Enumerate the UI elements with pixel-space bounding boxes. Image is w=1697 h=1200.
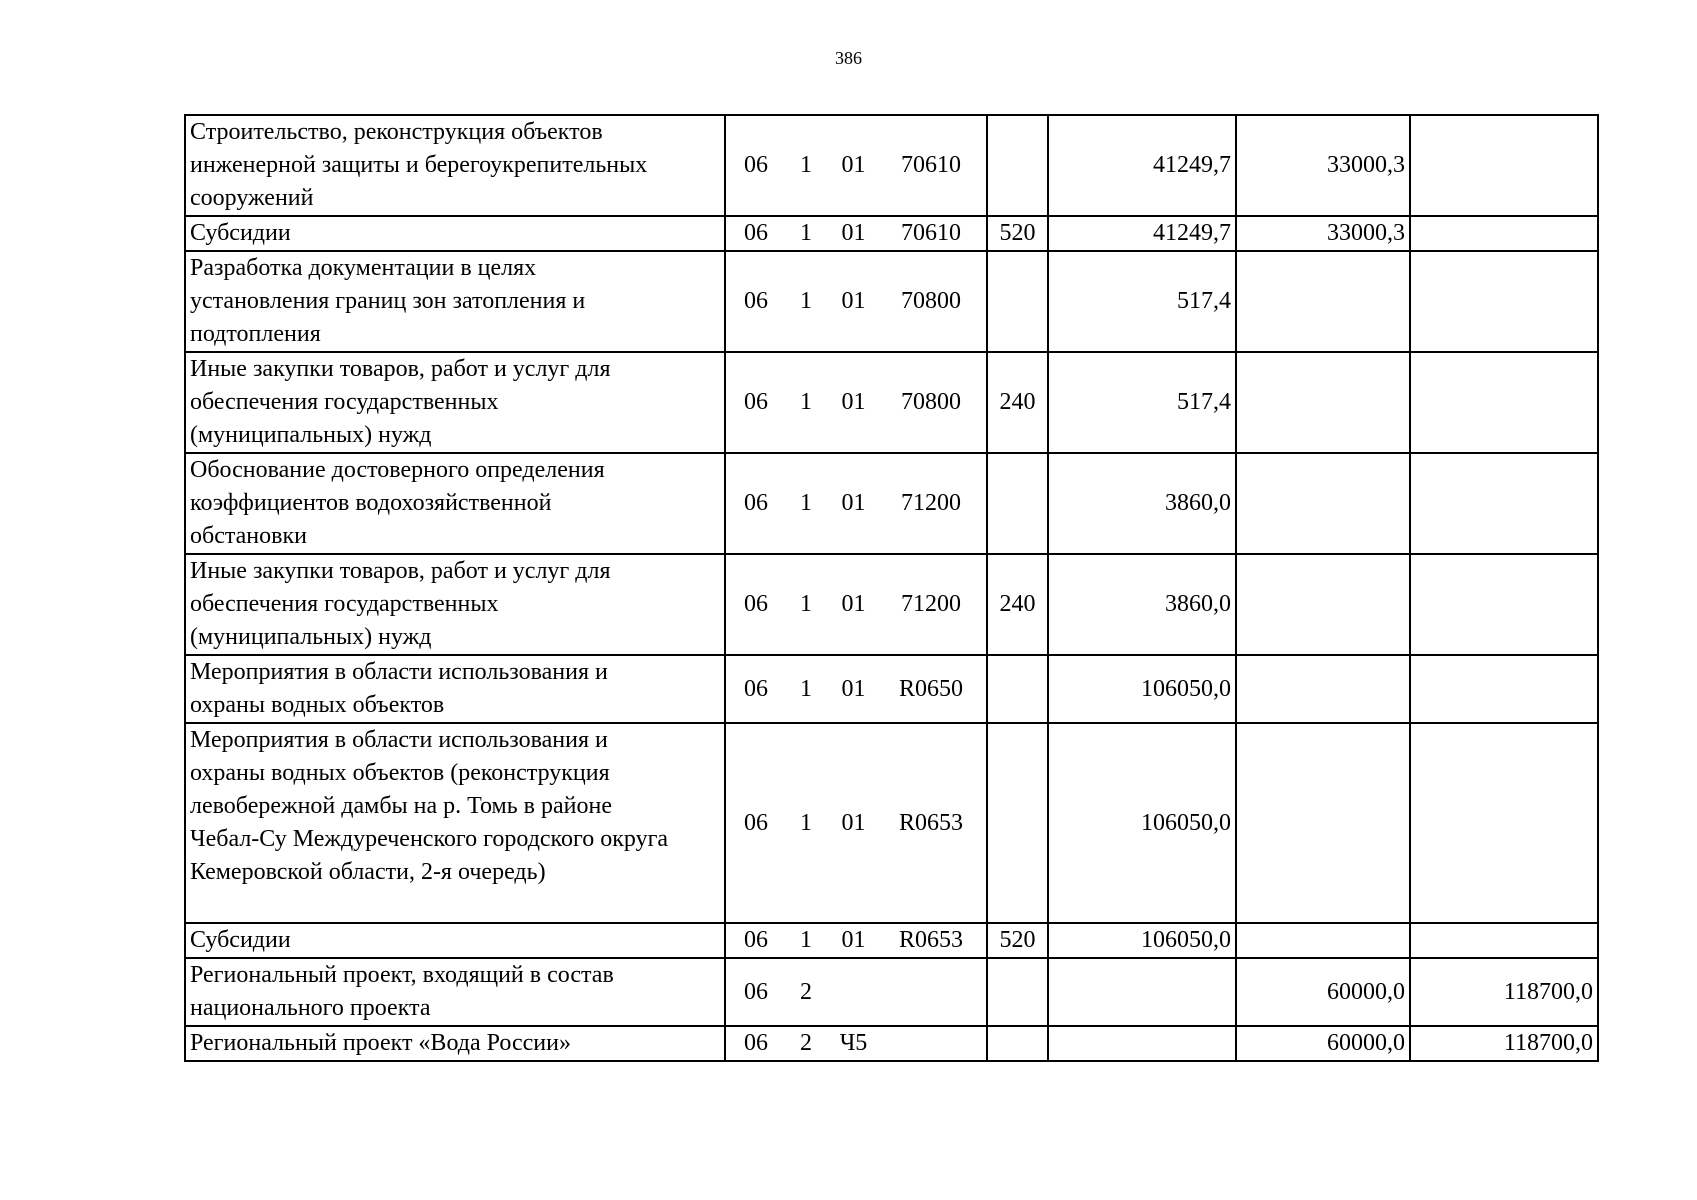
code-group — [726, 285, 986, 318]
row-codes-cell — [725, 554, 987, 655]
direction-code: R0650 — [898, 675, 963, 702]
expense-type-code: 240 — [987, 554, 1048, 655]
program-code: 06 — [744, 220, 768, 246]
code-group — [726, 149, 986, 182]
row-name-line: Иные закупки товаров, работ и услуг для — [190, 558, 611, 584]
row-name-cell — [185, 958, 725, 1026]
amount-year-3 — [1410, 923, 1598, 958]
program-code: 06 — [744, 288, 768, 314]
amount-year-3 — [1410, 115, 1598, 216]
amount-year-3 — [1410, 655, 1598, 723]
row-codes-cell — [725, 723, 987, 923]
program-code: 06 — [744, 591, 768, 617]
subprogram-code: 1 — [800, 809, 812, 836]
expense-type-code — [987, 115, 1048, 216]
code-group — [726, 1027, 986, 1060]
row-name-cell — [185, 554, 725, 655]
row-name-line: Разработка документации в целях — [190, 255, 537, 281]
row-name-line: инженерной защиты и берегоукрепительных — [190, 152, 648, 178]
direction-code: R0653 — [898, 927, 963, 953]
subprogram-code: 1 — [800, 220, 812, 246]
expense-type-code — [987, 1026, 1048, 1061]
program-code: 06 — [744, 927, 768, 953]
amount-year-2 — [1236, 453, 1410, 554]
amount-year-3 — [1410, 352, 1598, 453]
main-event-code: 01 — [841, 809, 866, 836]
amount-year-1 — [1048, 958, 1236, 1026]
program-code: 06 — [744, 490, 768, 516]
row-name-line: Региональный проект, входящий в состав — [190, 962, 614, 988]
program-code: 06 — [744, 675, 768, 702]
row-name-line: сооружений — [190, 185, 314, 211]
program-code: 06 — [744, 152, 768, 178]
amount-year-3 — [1410, 251, 1598, 352]
main-event-code: 01 — [841, 591, 866, 617]
code-group — [726, 673, 986, 706]
table-row — [185, 923, 1598, 958]
row-name-line: Иные закупки товаров, работ и услуг для — [190, 356, 611, 382]
amount-year-2: 60000,0 — [1236, 958, 1410, 1026]
subprogram-code: 1 — [800, 927, 812, 953]
row-name-line: охраны водных объектов — [190, 692, 445, 718]
row-name-line: Обоснование достоверного определения — [190, 457, 605, 483]
table-row — [185, 352, 1598, 453]
amount-year-2 — [1236, 352, 1410, 453]
row-name-line: Мероприятия в области использования и — [190, 659, 608, 685]
row-name-cell — [185, 352, 725, 453]
row-name-line — [190, 889, 722, 922]
amount-year-3: 118700,0 — [1410, 1026, 1598, 1061]
amount-year-2: 60000,0 — [1236, 1026, 1410, 1061]
row-name-line: левобережной дамбы на р. Томь в районе — [190, 793, 613, 819]
row-codes-cell — [725, 453, 987, 554]
expense-type-code — [987, 723, 1048, 923]
table-row — [185, 453, 1598, 554]
direction-code: 71200 — [901, 591, 961, 617]
row-codes-cell — [725, 352, 987, 453]
direction-code: 71200 — [901, 490, 961, 516]
amount-year-1: 3860,0 — [1048, 554, 1236, 655]
row-name-line: подтопления — [190, 321, 321, 347]
amount-year-1: 106050,0 — [1048, 923, 1236, 958]
subprogram-code: 1 — [800, 591, 812, 617]
main-event-code: 01 — [841, 675, 866, 702]
main-event-code: 01 — [841, 490, 866, 516]
row-name-line: обеспечения государственных — [190, 591, 499, 617]
expense-type-code — [987, 958, 1048, 1026]
row-name-line: обеспечения государственных — [190, 389, 499, 415]
subprogram-code: 1 — [800, 490, 812, 516]
direction-code: 70800 — [901, 389, 961, 415]
subprogram-code: 1 — [800, 152, 812, 178]
amount-year-1: 3860,0 — [1048, 453, 1236, 554]
subprogram-code: 1 — [800, 389, 812, 415]
amount-year-1: 517,4 — [1048, 251, 1236, 352]
row-name-line: Субсидии — [190, 220, 291, 246]
row-name-line: Региональный проект «Вода России» — [190, 1030, 571, 1056]
direction-code: R0653 — [898, 809, 963, 836]
page-number: 386 — [835, 48, 862, 68]
row-codes-cell — [725, 1026, 987, 1061]
row-codes-cell — [725, 115, 987, 216]
program-code: 06 — [744, 389, 768, 415]
amount-year-3: 118700,0 — [1410, 958, 1598, 1026]
main-event-code: 01 — [841, 288, 866, 314]
row-name-line: обстановки — [190, 523, 307, 549]
row-codes-cell — [725, 216, 987, 251]
row-name-cell — [185, 655, 725, 723]
row-name-line: национального проекта — [190, 995, 431, 1021]
amount-year-2: 33000,3 — [1236, 216, 1410, 251]
table-body — [185, 115, 1598, 1061]
row-name-line: Строительство, реконструкция объектов — [190, 119, 603, 145]
row-name-cell — [185, 251, 725, 352]
row-name-line: Мероприятия в области использования и — [190, 727, 608, 753]
amount-year-2 — [1236, 554, 1410, 655]
expense-type-code: 240 — [987, 352, 1048, 453]
amount-year-1: 517,4 — [1048, 352, 1236, 453]
code-group — [726, 217, 986, 250]
expense-type-code: 520 — [987, 923, 1048, 958]
program-code: 06 — [744, 1030, 768, 1056]
row-name-line: Кемеровской области, 2-я очередь) — [190, 859, 546, 885]
row-name-cell — [185, 216, 725, 251]
amount-year-2 — [1236, 923, 1410, 958]
table-row — [185, 655, 1598, 723]
main-event-code: 01 — [841, 927, 866, 953]
expense-type-code — [987, 251, 1048, 352]
amount-year-2: 33000,3 — [1236, 115, 1410, 216]
row-name-cell — [185, 115, 725, 216]
amount-year-3 — [1410, 554, 1598, 655]
row-codes-cell — [725, 958, 987, 1026]
main-event-code: Ч5 — [839, 1030, 868, 1056]
direction-code: 70610 — [901, 152, 961, 178]
budget-table — [184, 114, 1599, 1062]
row-name-line: (муниципальных) нужд — [190, 624, 432, 650]
code-group — [726, 487, 986, 520]
program-code: 06 — [744, 978, 768, 1005]
row-codes-cell — [725, 655, 987, 723]
code-group — [726, 386, 986, 419]
amount-year-2 — [1236, 655, 1410, 723]
table-row — [185, 216, 1598, 251]
amount-year-1: 41249,7 — [1048, 115, 1236, 216]
table-row — [185, 115, 1598, 216]
amount-year-3 — [1410, 216, 1598, 251]
amount-year-1: 41249,7 — [1048, 216, 1236, 251]
expense-type-code: 520 — [987, 216, 1048, 251]
subprogram-code: 1 — [800, 675, 812, 702]
code-group — [726, 976, 986, 1009]
main-event-code: 01 — [841, 389, 866, 415]
row-name-cell — [185, 723, 725, 923]
table-row — [185, 554, 1598, 655]
main-event-code: 01 — [841, 152, 866, 178]
subprogram-code: 1 — [800, 288, 812, 314]
row-name-cell — [185, 923, 725, 958]
direction-code: 70610 — [901, 220, 961, 246]
row-name-line: Субсидии — [190, 927, 291, 953]
code-group — [726, 588, 986, 621]
table-row — [185, 1026, 1598, 1061]
row-codes-cell — [725, 923, 987, 958]
subprogram-code: 2 — [800, 1030, 812, 1056]
expense-type-code — [987, 655, 1048, 723]
amount-year-2 — [1236, 723, 1410, 923]
main-event-code: 01 — [841, 220, 866, 246]
table-row — [185, 251, 1598, 352]
code-group — [726, 807, 986, 840]
table-row — [185, 723, 1598, 923]
amount-year-1: 106050,0 — [1048, 723, 1236, 923]
amount-year-1 — [1048, 1026, 1236, 1061]
code-group — [726, 924, 986, 957]
subprogram-code: 2 — [800, 978, 812, 1005]
row-name-line: охраны водных объектов (реконструкция — [190, 760, 610, 786]
row-name-cell — [185, 453, 725, 554]
row-name-line: Чебал-Су Междуреченского городского округа — [190, 826, 669, 852]
row-name-line: коэффициентов водохозяйственной — [190, 490, 552, 516]
direction-code: 70800 — [901, 288, 961, 314]
row-name-cell — [185, 1026, 725, 1061]
row-name-line: (муниципальных) нужд — [190, 422, 432, 448]
amount-year-3 — [1410, 723, 1598, 923]
amount-year-2 — [1236, 251, 1410, 352]
row-name-line: установления границ зон затопления и — [190, 288, 586, 314]
expense-type-code — [987, 453, 1048, 554]
amount-year-1: 106050,0 — [1048, 655, 1236, 723]
row-codes-cell — [725, 251, 987, 352]
amount-year-3 — [1410, 453, 1598, 554]
program-code: 06 — [744, 809, 768, 836]
table-row — [185, 958, 1598, 1026]
